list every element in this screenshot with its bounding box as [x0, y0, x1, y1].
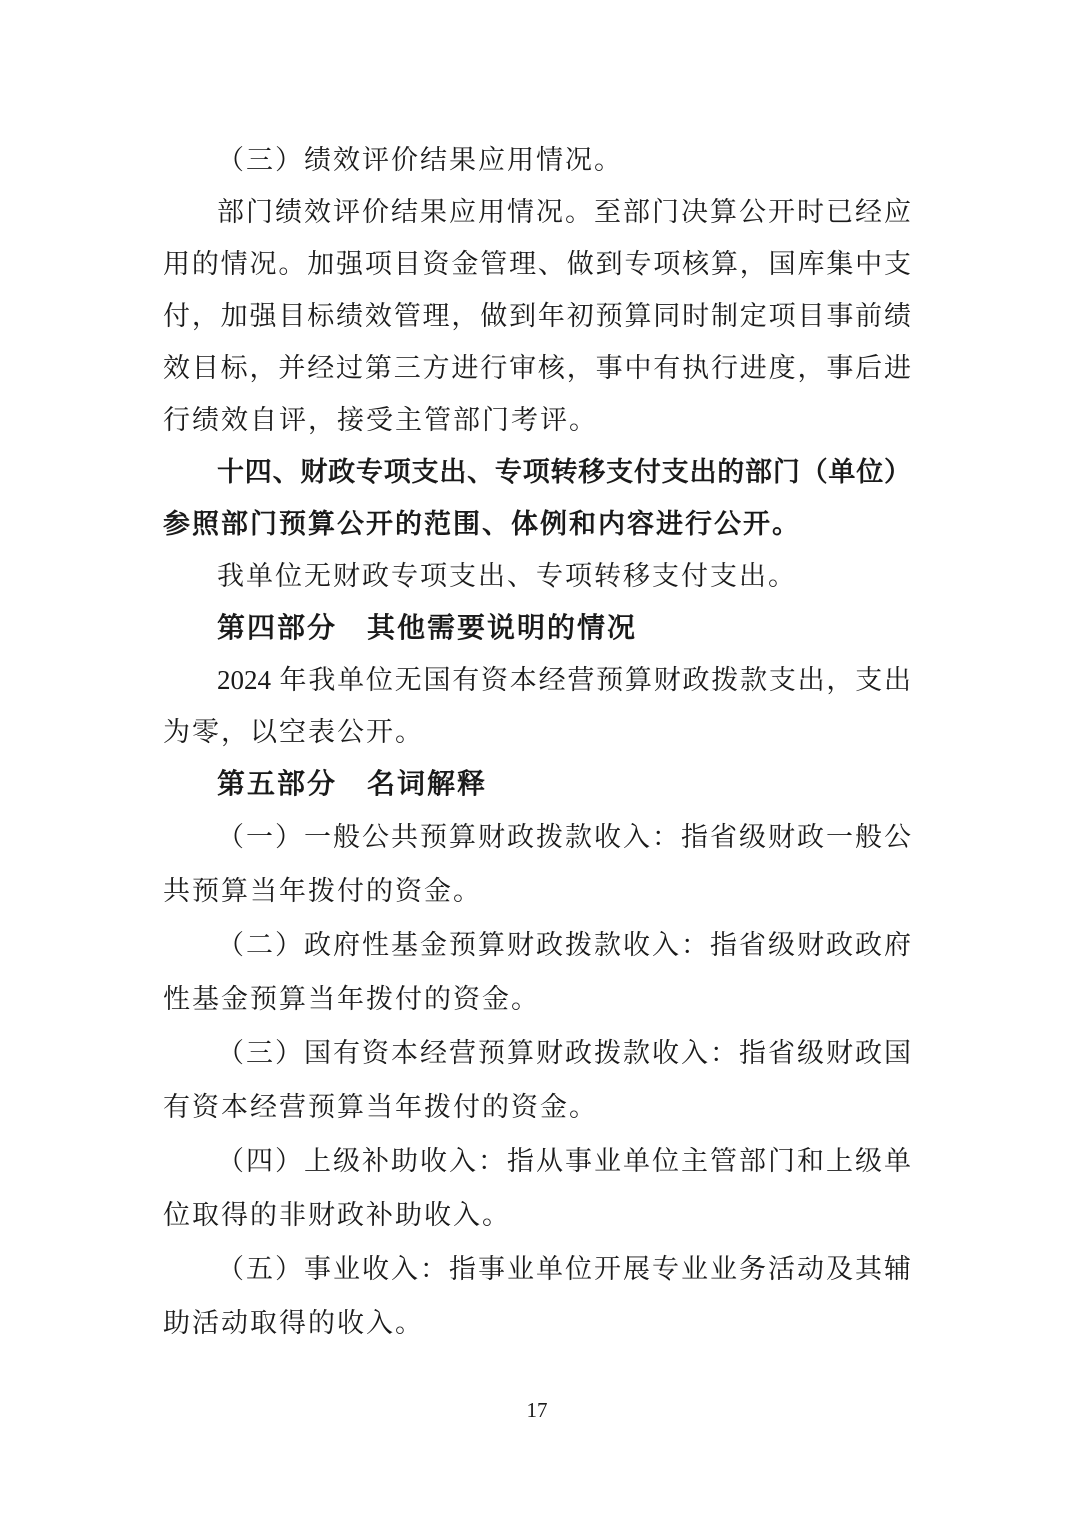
text-line: （三）国有资本经营预算财政拨款收入：指省级财政国 — [217, 1038, 911, 1068]
paragraph-no-special-expenditure — [163, 550, 911, 602]
page-number: 17 — [526, 1398, 548, 1422]
paragraph-perf-result-body — [163, 186, 911, 446]
text-line: 为零，以空表公开。 — [163, 717, 424, 747]
heading-part5-glossary — [163, 758, 911, 810]
text-line: 性基金预算当年拨付的资金。 — [163, 984, 540, 1014]
definition-state-capital-budget-income — [163, 1026, 911, 1134]
text-line: 助活动取得的收入。 — [163, 1308, 424, 1338]
text-line: 付，加强目标绩效管理，做到年初预算同时制定项目事前绩 — [163, 301, 911, 331]
text-line: 行绩效自评，接受主管部门考评。 — [163, 405, 598, 435]
text-line: 位取得的非财政补助收入。 — [163, 1200, 511, 1230]
text-line: 共预算当年拨付的资金。 — [163, 876, 482, 906]
text-line: 参照部门预算公开的范围、体例和内容进行公开。 — [163, 509, 801, 539]
page-footer — [0, 1398, 1074, 1423]
text-line: 用的情况。加强项目资金管理、做到专项核算，国库集中支 — [163, 249, 911, 279]
document-body — [163, 134, 911, 1350]
section-heading-text: 第四部分 其他需要说明的情况 — [217, 612, 638, 643]
text-line: 我单位无财政专项支出、专项转移支付支出。 — [217, 561, 797, 591]
heading-part4-other-notes — [163, 602, 911, 654]
section-heading-text: 第五部分 名词解释 — [217, 768, 488, 799]
definition-general-public-budget-income — [163, 810, 911, 918]
definition-government-fund-budget-income — [163, 918, 911, 1026]
paragraph-item14-special-transfer — [163, 446, 911, 550]
text-line: 效目标，并经过第三方进行审核，事中有执行进度，事后进 — [163, 353, 911, 383]
text-line: 部门绩效评价结果应用情况。至部门决算公开时已经应 — [217, 197, 911, 227]
paragraph-perf-result-title — [163, 134, 911, 186]
text-line: 有资本经营预算当年拨付的资金。 — [163, 1092, 598, 1122]
text-line: 十四、财政专项支出、专项转移支付支出的部门（单位） — [217, 457, 911, 487]
definition-operational-income — [163, 1242, 911, 1350]
definition-superior-subsidy-income — [163, 1134, 911, 1242]
text-line: （五）事业收入：指事业单位开展专业业务活动及其辅 — [217, 1254, 911, 1284]
text-line: （二）政府性基金预算财政拨款收入：指省级财政政府 — [217, 930, 911, 960]
paragraph-part4-body — [163, 654, 911, 758]
text-line: 2024 年我单位无国有资本经营预算财政拨款支出，支出 — [217, 665, 911, 695]
text-line: （一）一般公共预算财政拨款收入：指省级财政一般公 — [217, 822, 911, 852]
text-line: （三）绩效评价结果应用情况。 — [217, 145, 623, 175]
text-line: （四）上级补助收入：指从事业单位主管部门和上级单 — [217, 1146, 911, 1176]
